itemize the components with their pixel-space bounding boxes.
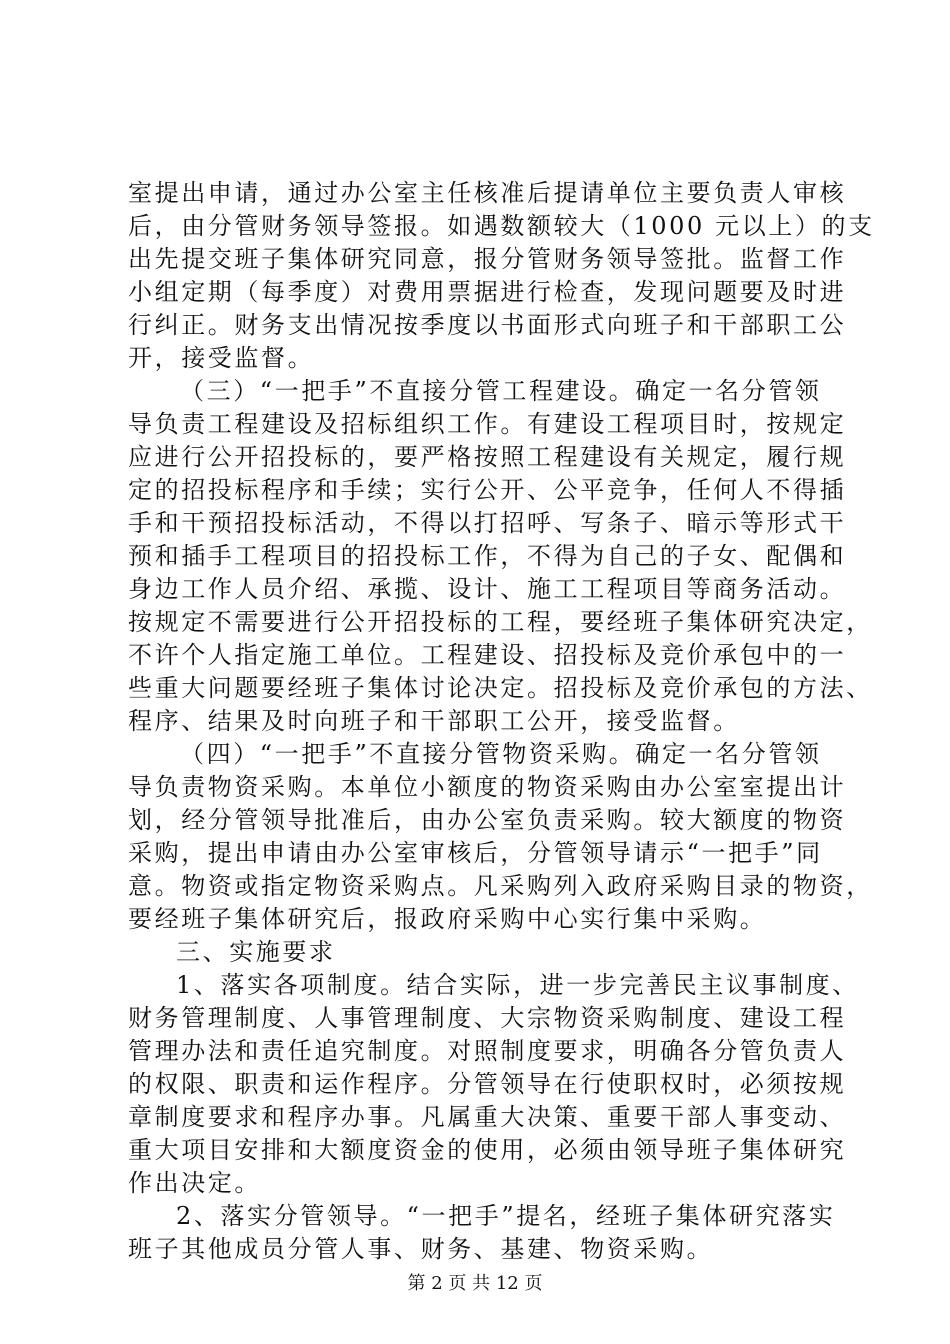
body-line: 预和插手工程项目的招投标工作，不得为自己的子女、配偶和 xyxy=(128,542,847,570)
body-line: 意。物资或指定物资采购点。凡采购列入政府采购目录的物资， xyxy=(128,872,873,900)
body-line: 些重大问题要经班子集体讨论决定。招投标及竞价承包的方法、 xyxy=(128,674,873,702)
body-line: 应进行公开招投标的，要严格按照工程建设有关规定，履行规 xyxy=(128,443,847,471)
body-line: 采购，提出申请由办公室审核后，分管领导请示“一把手”同 xyxy=(128,839,823,867)
paragraph-start-line: 1、落实各项制度。结合实际，进一步完善民主议事制度、 xyxy=(176,971,859,999)
body-line: 章制度要求和程序办事。凡属重大决策、重要干部人事变动、 xyxy=(128,1103,847,1131)
body-line: 要经班子集体研究后，报政府采购中心实行集中采购。 xyxy=(128,905,767,933)
body-line: 小组定期（每季度）对费用票据进行检查，发现问题要及时进 xyxy=(128,278,847,306)
paragraph-start-line: （三）“一把手”不直接分管工程建设。确定一名分管领 xyxy=(180,377,822,405)
body-line: 身边工作人员介绍、承揽、设计、施工工程项目等商务活动。 xyxy=(128,575,847,603)
body-line: 不许个人指定施工单位。工程建设、招投标及竞价承包中的一 xyxy=(128,641,847,669)
body-line: 程序、结果及时向班子和干部职工公开，接受监督。 xyxy=(128,707,740,735)
body-line: 导负责物资采购。本单位小额度的物资采购由办公室室提出计 xyxy=(128,773,847,801)
body-line: 开，接受监督。 xyxy=(128,344,315,372)
body-line: 定的招投标程序和手续；实行公开、公平竞争，任何人不得插 xyxy=(128,476,847,504)
body-line: 后，由分管财务领导签报。如遇数额较大（1000 元以上）的支 xyxy=(128,212,875,240)
paragraph-start-line: 2、落实分管领导。“一把手”提名，经班子集体研究落实 xyxy=(176,1202,836,1230)
body-line: 财务管理制度、人事管理制度、大宗物资采购制度、建设工程 xyxy=(128,1004,847,1032)
body-line: 的权限、职责和运作程序。分管领导在行使职权时，必须按规 xyxy=(128,1070,847,1098)
body-line: 室提出申请，通过办公室主任核准后提请单位主要负责人审核 xyxy=(128,179,847,207)
section-heading: 三、实施要求 xyxy=(176,938,336,966)
body-line: 重大项目安排和大额度资金的使用，必须由领导班子集体研究 xyxy=(128,1136,847,1164)
body-line: 行纠正。财务支出情况按季度以书面形式向班子和干部职工公 xyxy=(128,311,847,339)
paragraph-start-line: （四）“一把手”不直接分管物资采购。确定一名分管领 xyxy=(180,740,822,768)
body-line: 导负责工程建设及招标组织工作。有建设工程项目时，按规定 xyxy=(128,410,847,438)
body-line: 手和干预招投标活动，不得以打招呼、写条子、暗示等形式干 xyxy=(128,509,847,537)
body-line: 出先提交班子集体研究同意，报分管财务领导签批。监督工作 xyxy=(128,245,847,273)
body-line: 作出决定。 xyxy=(128,1169,261,1197)
body-line: 按规定不需要进行公开招投标的工程，要经班子集体研究决定， xyxy=(128,608,873,636)
body-line: 划，经分管领导批准后，由办公室负责采购。较大额度的物资 xyxy=(128,806,847,834)
body-line: 班子其他成员分管人事、财务、基建、物资采购。 xyxy=(128,1235,714,1263)
body-line: 管理办法和责任追究制度。对照制度要求，明确各分管负责人 xyxy=(128,1037,847,1065)
page-footer: 第 2 页 共 12 页 xyxy=(407,1273,543,1294)
